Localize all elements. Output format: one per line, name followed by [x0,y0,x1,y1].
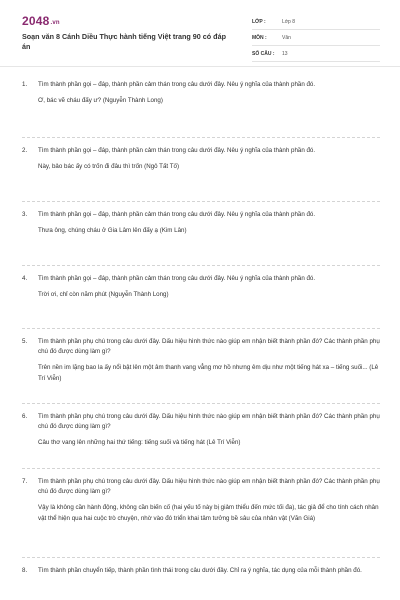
question-text: Tìm thành phần gọi – đáp, thành phần cảm thán trong câu dưới đây. Nêu ý nghĩa của thành phần đó. [38,147,316,154]
meta-table [252,14,380,62]
question-example: Trên nền im lặng bao la ấy nổi bật lên một âm thanh vang vẳng mơ hồ nhưng êm dịu như một tiếng hát xa – tiếng suối... (Lê Trí Viễn) [38,364,379,382]
question-example: Thưa ông, chúng cháu ở Gia Lâm lên đấy ạ (Kim Lân) [38,227,187,234]
question-item [22,566,380,576]
question-text: Tìm thành phần gọi – đáp, thành phần cảm thán trong câu dưới đây. Nêu ý nghĩa của thành phần đó. [38,275,316,282]
divider [22,403,380,404]
question-item [22,412,380,449]
question-item [22,274,380,301]
question-example: Vậy là không cần hành động, không cần biến cố (hai yếu tố này bị giảm thiểu đến mức tối đa), tác giả để cho tính cách nhân vật thể hiện qua hai cuộc trò chuyện, nhờ vào đó triển khai tâm tưởng bề sâu của nhân vật (Văn Giá) [38,504,379,522]
question-example: Trời ơi, chỉ còn năm phút (Nguyễn Thành Long) [38,291,169,298]
question-item [22,477,380,524]
question-example: Này, bảo bác ấy có trốn đi đâu thì trốn (Ngô Tất Tố) [38,163,180,170]
question-number: 8. [22,567,28,574]
question-number: 5. [22,338,28,345]
question-item [22,80,380,107]
logo-text: 2048 [22,14,50,28]
question-item [22,210,380,237]
question-number: 1. [22,81,28,88]
question-number: 7. [22,478,28,485]
divider [22,557,380,558]
divider [22,265,380,266]
header [0,0,400,67]
question-item [22,337,380,384]
meta-row-subject [252,30,380,46]
meta-row-count [252,46,380,62]
question-text: Tìm thành phần chuyển tiếp, thành phần tình thái trong câu dưới đây. Chỉ ra ý nghĩa, tác dụng của mỗi thành phần đó. [38,567,362,574]
divider [22,468,380,469]
question-number: 6. [22,413,28,420]
question-example: Ơ, bác vẽ cháu đấy ư? (Nguyễn Thành Long) [38,97,163,104]
question-item [22,146,380,173]
meta-row-grade [252,14,380,30]
question-text: Tìm thành phần gọi – đáp, thành phần cảm thán trong câu dưới đây. Nêu ý nghĩa của thành phần đó. [38,211,316,218]
question-example: Câu thơ vang lên những hai thứ tiếng: tiếng suối và tiếng hát (Lê Trí Viễn) [38,439,241,446]
question-text: Tìm thành phần phụ chú trong câu dưới đây. Dấu hiệu hình thức nào giúp em nhận biết thành phần đó? Các thành phần phụ chú đó được dùng làm gì? [38,413,380,430]
question-number: 2. [22,147,28,154]
question-number: 4. [22,275,28,282]
logo-tld: .vn [50,20,60,26]
question-text: Tìm thành phần phụ chú trong câu dưới đây. Dấu hiệu hình thức nào giúp em nhận biết thành phần đó? Các thành phần phụ chú đó được dùng làm gì? [38,338,380,355]
question-number: 3. [22,211,28,218]
meta-value: 13 [282,51,288,57]
meta-key: SỐ CÂU : [252,51,275,57]
meta-key: LỚP : [252,19,266,25]
meta-key: MÔN : [252,35,267,41]
meta-value: Lớp 8 [282,19,296,25]
divider [22,328,380,329]
site-logo[interactable] [22,14,60,28]
question-text: Tìm thành phần phụ chú trong câu dưới đây. Dấu hiệu hình thức nào giúp em nhận biết thành phần đó? Các thành phần phụ chú đó được dùng làm gì? [38,478,380,495]
page-title: Soạn văn 8 Cánh Diều Thực hành tiếng Việt trang 90 có đáp án [22,32,226,51]
divider [22,201,380,202]
question-text: Tìm thành phần gọi – đáp, thành phần cảm thán trong câu dưới đây. Nêu ý nghĩa của thành phần đó. [38,81,316,88]
meta-value: Văn [282,35,291,41]
divider [22,137,380,138]
